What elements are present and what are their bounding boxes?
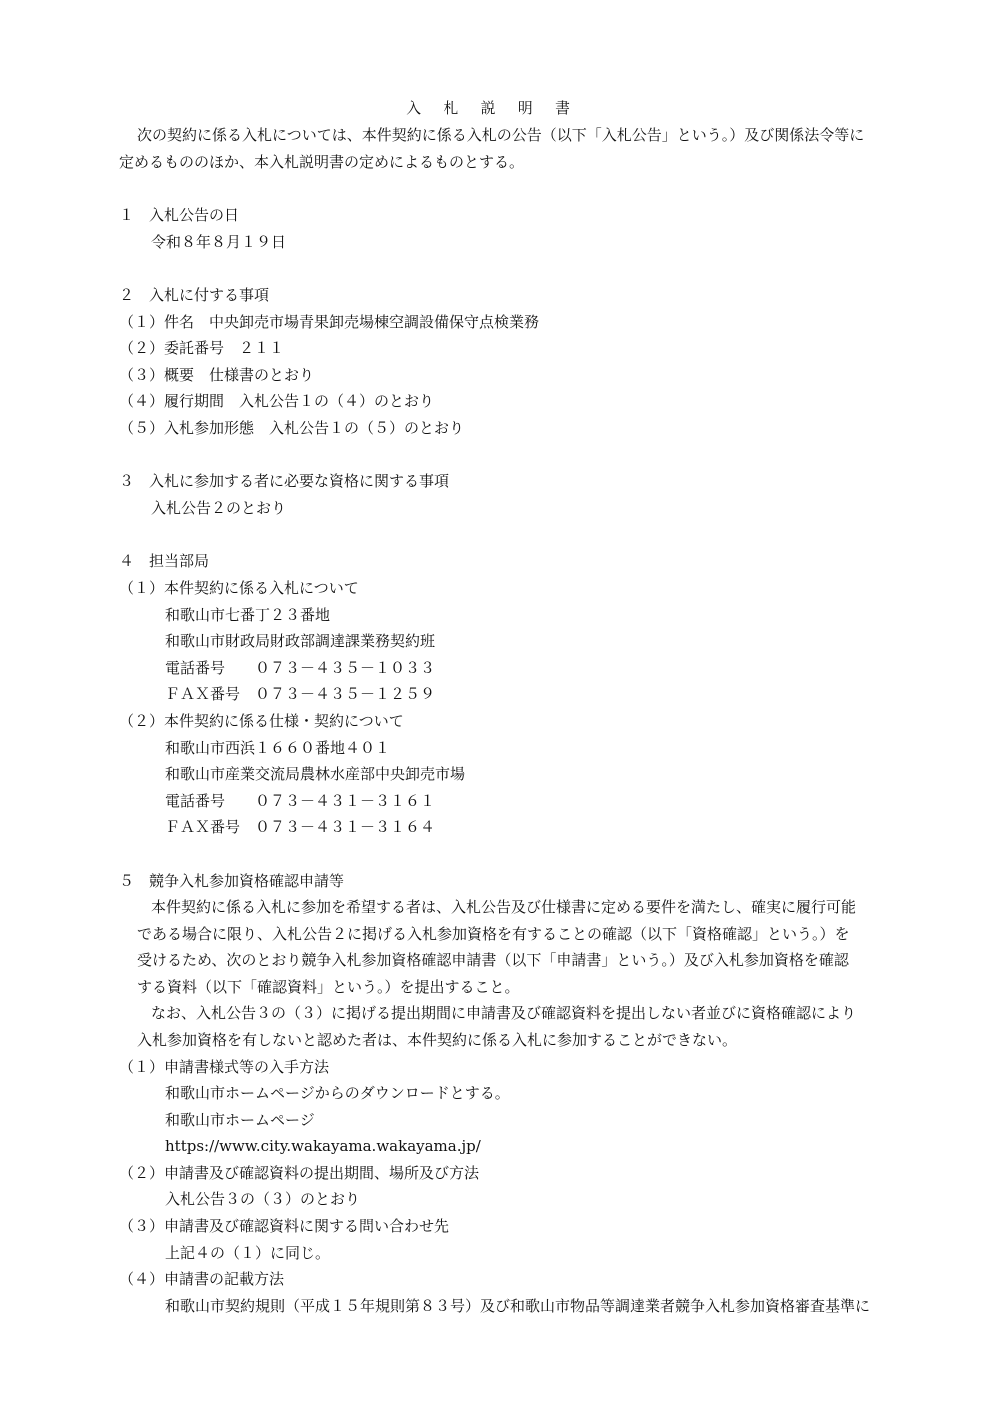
- section-5-sub2-body: 入札公告３の（３）のとおり: [165, 1190, 361, 1208]
- section-5-para1-line: 本件契約に係る入札に参加を希望する者は、入札公告及び仕様書に定める要件を満たし、確実に履行可能: [151, 898, 857, 916]
- contact-phone: 電話番号 ０７３－４３５－１０３３: [165, 659, 436, 677]
- section-4-sub2-heading: （２）本件契約に係る仕様・契約について: [119, 712, 404, 730]
- section-5-para2-line: なお、入札公告３の（３）に掲げる提出期間に申請書及び確認資料を提出しない者並びに資格確認により: [151, 1004, 857, 1022]
- section-5-para1-line: である場合に限り、入札公告２に掲げる入札参加資格を有することの確認（以下「資格確認」という。）を: [137, 925, 850, 943]
- contact-fax: ＦＡＸ番号 ０７３－４３５－１２５９: [165, 685, 436, 703]
- section-2-heading: ２ 入札に付する事項: [119, 286, 270, 304]
- section-5-sub1-heading: （１）申請書様式等の入手方法: [119, 1058, 330, 1076]
- intro-line: 定めるもののほか、本入札説明書の定めによるものとする。: [119, 153, 525, 171]
- contact-phone: 電話番号 ０７３－４３１－３１６１: [165, 792, 436, 810]
- section-5-sub1-line: 和歌山市ホームページからのダウンロードとする。: [165, 1084, 510, 1102]
- section-5-sub2-heading: （２）申請書及び確認資料の提出期間、場所及び方法: [119, 1164, 480, 1182]
- contact-address: 和歌山市西浜１６６０番地４０１: [165, 739, 391, 757]
- section-5-sub4-heading: （４）申請書の記載方法: [119, 1270, 285, 1288]
- contact-department: 和歌山市産業交流局農林水産部中央卸売市場: [165, 765, 466, 783]
- section-5-sub3-body: 上記４の（１）に同じ。: [165, 1244, 331, 1262]
- section-2-item: （２）委託番号 ２１１: [119, 339, 285, 357]
- homepage-url: https://www.city.wakayama.wakayama.jp/: [165, 1137, 481, 1155]
- section-5-sub3-heading: （３）申請書及び確認資料に関する問い合わせ先: [119, 1217, 450, 1235]
- section-5-para1-line: 受けるため、次のとおり競争入札参加資格確認申請書（以下「申請書」という。）及び入札参加資格を確認: [137, 951, 849, 969]
- section-2-item: （３）概要 仕様書のとおり: [119, 366, 315, 384]
- section-5-sub1-line: 和歌山市ホームページ: [165, 1111, 315, 1129]
- contact-address: 和歌山市七番丁２３番地: [165, 606, 331, 624]
- section-5-para2-line: 入札参加資格を有しないと認めた者は、本件契約に係る入札に参加することができない。: [137, 1031, 738, 1049]
- document-title: 入 札 説 明 書: [406, 99, 579, 117]
- section-5-para1-line: する資料（以下「確認資料」という。）を提出すること。: [137, 978, 520, 996]
- section-1-heading: １ 入札公告の日: [119, 206, 240, 224]
- section-4-heading: ４ 担当部局: [119, 552, 210, 570]
- section-5-heading: ５ 競争入札参加資格確認申請等: [119, 872, 345, 890]
- section-4-sub1-heading: （１）本件契約に係る入札について: [119, 579, 359, 597]
- section-2-item: （４）履行期間 入札公告１の（４）のとおり: [119, 392, 435, 410]
- section-2-item: （５）入札参加形態 入札公告１の（５）のとおり: [119, 419, 465, 437]
- section-5-sub4-body: 和歌山市契約規則（平成１５年規則第８３号）及び和歌山市物品等調達業者競争入札参加資格審査基準に: [165, 1297, 871, 1315]
- section-3-heading: ３ 入札に参加する者に必要な資格に関する事項: [119, 472, 450, 490]
- section-2-item: （１）件名 中央卸売市場青果卸売場棟空調設備保守点検業務: [119, 313, 540, 331]
- notice-date: 令和８年８月１９日: [151, 233, 287, 251]
- contact-fax: ＦＡＸ番号 ０７３－４３１－３１６４: [165, 818, 436, 836]
- section-3-body: 入札公告２のとおり: [151, 499, 287, 517]
- intro-line: 次の契約に係る入札については、本件契約に係る入札の公告（以下「入札公告」という。）及び関係法令等に: [137, 126, 865, 144]
- contact-department: 和歌山市財政局財政部調達課業務契約班: [165, 632, 436, 650]
